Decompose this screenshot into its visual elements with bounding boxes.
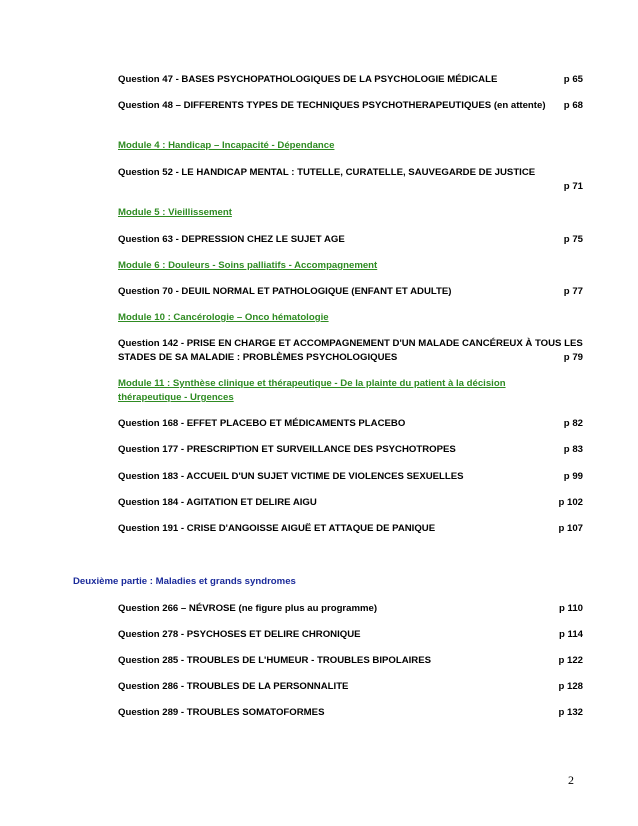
- toc-entry-text: Question 285 - TROUBLES DE L'HUMEUR - TROUBLES BIPOLAIRES: [118, 655, 432, 666]
- toc-entry-text: Question 47 - BASES PSYCHOPATHOLOGIQUES DE LA PSYCHOLOGIE MÉDICALE: [118, 74, 498, 85]
- toc-entry-q47: [118, 73, 583, 87]
- toc-entry-q168: [118, 417, 583, 431]
- toc-entry-q286: [118, 680, 583, 694]
- toc-entry-page: p 122: [558, 655, 583, 666]
- toc-entry-text: Question 63 - DEPRESSION CHEZ LE SUJET AGE: [118, 234, 345, 245]
- toc-entry-page: p 71: [563, 181, 583, 192]
- toc-entry-text: Question 184 - AGITATION ET DELIRE AIGU: [118, 497, 317, 508]
- toc-entry-text: Question 142 - PRISE EN CHARGE ET ACCOMPAGNEMENT D'UN MALADE CANCÉREUX À TOUS LES STADES DE SA MALADIE : PROBLÈMES PSYCHOLOGIQUES: [118, 338, 583, 363]
- toc-entry-text: Question 289 - TROUBLES SOMATOFORMES: [118, 707, 325, 718]
- toc-entry-q177: [118, 443, 583, 457]
- toc-entry-q289: [118, 706, 583, 720]
- part-heading-2: Deuxième partie : Maladies et grands syndromes: [73, 576, 296, 587]
- toc-entry-page: p 114: [558, 629, 583, 640]
- toc-entry-q48: [118, 99, 583, 113]
- module-heading-11: Module 11 : Synthèse clinique et thérapeutique - De la plainte du patient à la décision thérapeutique - Urgences: [118, 378, 506, 403]
- toc-entry-page: p 99: [563, 471, 583, 482]
- toc-entry-text: Question 278 - PSYCHOSES ET DELIRE CHRONIQUE: [118, 629, 361, 640]
- toc-entry-q266: [118, 602, 583, 616]
- toc-entry-text: Question 191 - CRISE D'ANGOISSE AIGUË ET ATTAQUE DE PANIQUE: [118, 523, 436, 534]
- toc-entry-q191: [118, 522, 583, 536]
- toc-entry-page: p 107: [558, 523, 583, 534]
- toc-entry-text: Question 48 – DIFFERENTS TYPES DE TECHNIQUES PSYCHOTHERAPEUTIQUES (en attente): [118, 100, 546, 111]
- toc-entry-page: p 79: [563, 352, 583, 363]
- toc-entry-q142: [118, 337, 588, 365]
- toc-entry-text: Question 266 – NÉVROSE (ne figure plus au programme): [118, 603, 378, 614]
- toc-entry-q63: [118, 233, 583, 247]
- toc-entry-page: p 68: [563, 100, 583, 111]
- toc-entry-text: Question 177 - PRESCRIPTION ET SURVEILLANCE DES PSYCHOTROPES: [118, 444, 456, 455]
- toc-entry-text: Question 286 - TROUBLES DE LA PERSONNALITE: [118, 681, 349, 692]
- toc-entry-q278: [118, 628, 583, 642]
- toc-entry-page: p 128: [558, 681, 583, 692]
- toc-entry-page: p 132: [558, 707, 583, 718]
- toc-entry-page: p 65: [563, 74, 583, 85]
- toc-entry-text: Question 52 - LE HANDICAP MENTAL : TUTELLE, CURATELLE, SAUVEGARDE DE JUSTICE: [118, 167, 536, 178]
- toc-entry-text: Question 183 - ACCUEIL D'UN SUJET VICTIME DE VIOLENCES SEXUELLES: [118, 471, 464, 482]
- toc-entry-q70: [118, 285, 583, 299]
- toc-entry-q285: [118, 654, 583, 668]
- toc-entry-page: p 102: [558, 497, 583, 508]
- toc-entry-q52: [118, 166, 588, 194]
- toc-entry-q184: [118, 496, 583, 510]
- page-number: 2: [568, 773, 574, 787]
- toc-entry-page: p 77: [563, 286, 583, 297]
- module-heading-10: Module 10 : Cancérologie – Onco hématologie: [118, 312, 329, 323]
- module-heading-4: Module 4 : Handicap – Incapacité - Dépendance: [118, 140, 335, 151]
- toc-entry-page: p 82: [563, 418, 583, 429]
- toc-entry-q183: [118, 470, 583, 484]
- toc-entry-text: Question 70 - DEUIL NORMAL ET PATHOLOGIQUE (ENFANT ET ADULTE): [118, 286, 452, 297]
- toc-entry-page: p 83: [563, 444, 583, 455]
- module-heading-5: Module 5 : Vieillissement: [118, 207, 232, 218]
- toc-entry-page: p 75: [563, 234, 583, 245]
- toc-entry-text: Question 168 - EFFET PLACEBO ET MÉDICAMENTS PLACEBO: [118, 418, 406, 429]
- toc-entry-page: p 110: [558, 603, 583, 614]
- module-heading-6: Module 6 : Douleurs - Soins palliatifs - Accompagnement: [118, 260, 378, 271]
